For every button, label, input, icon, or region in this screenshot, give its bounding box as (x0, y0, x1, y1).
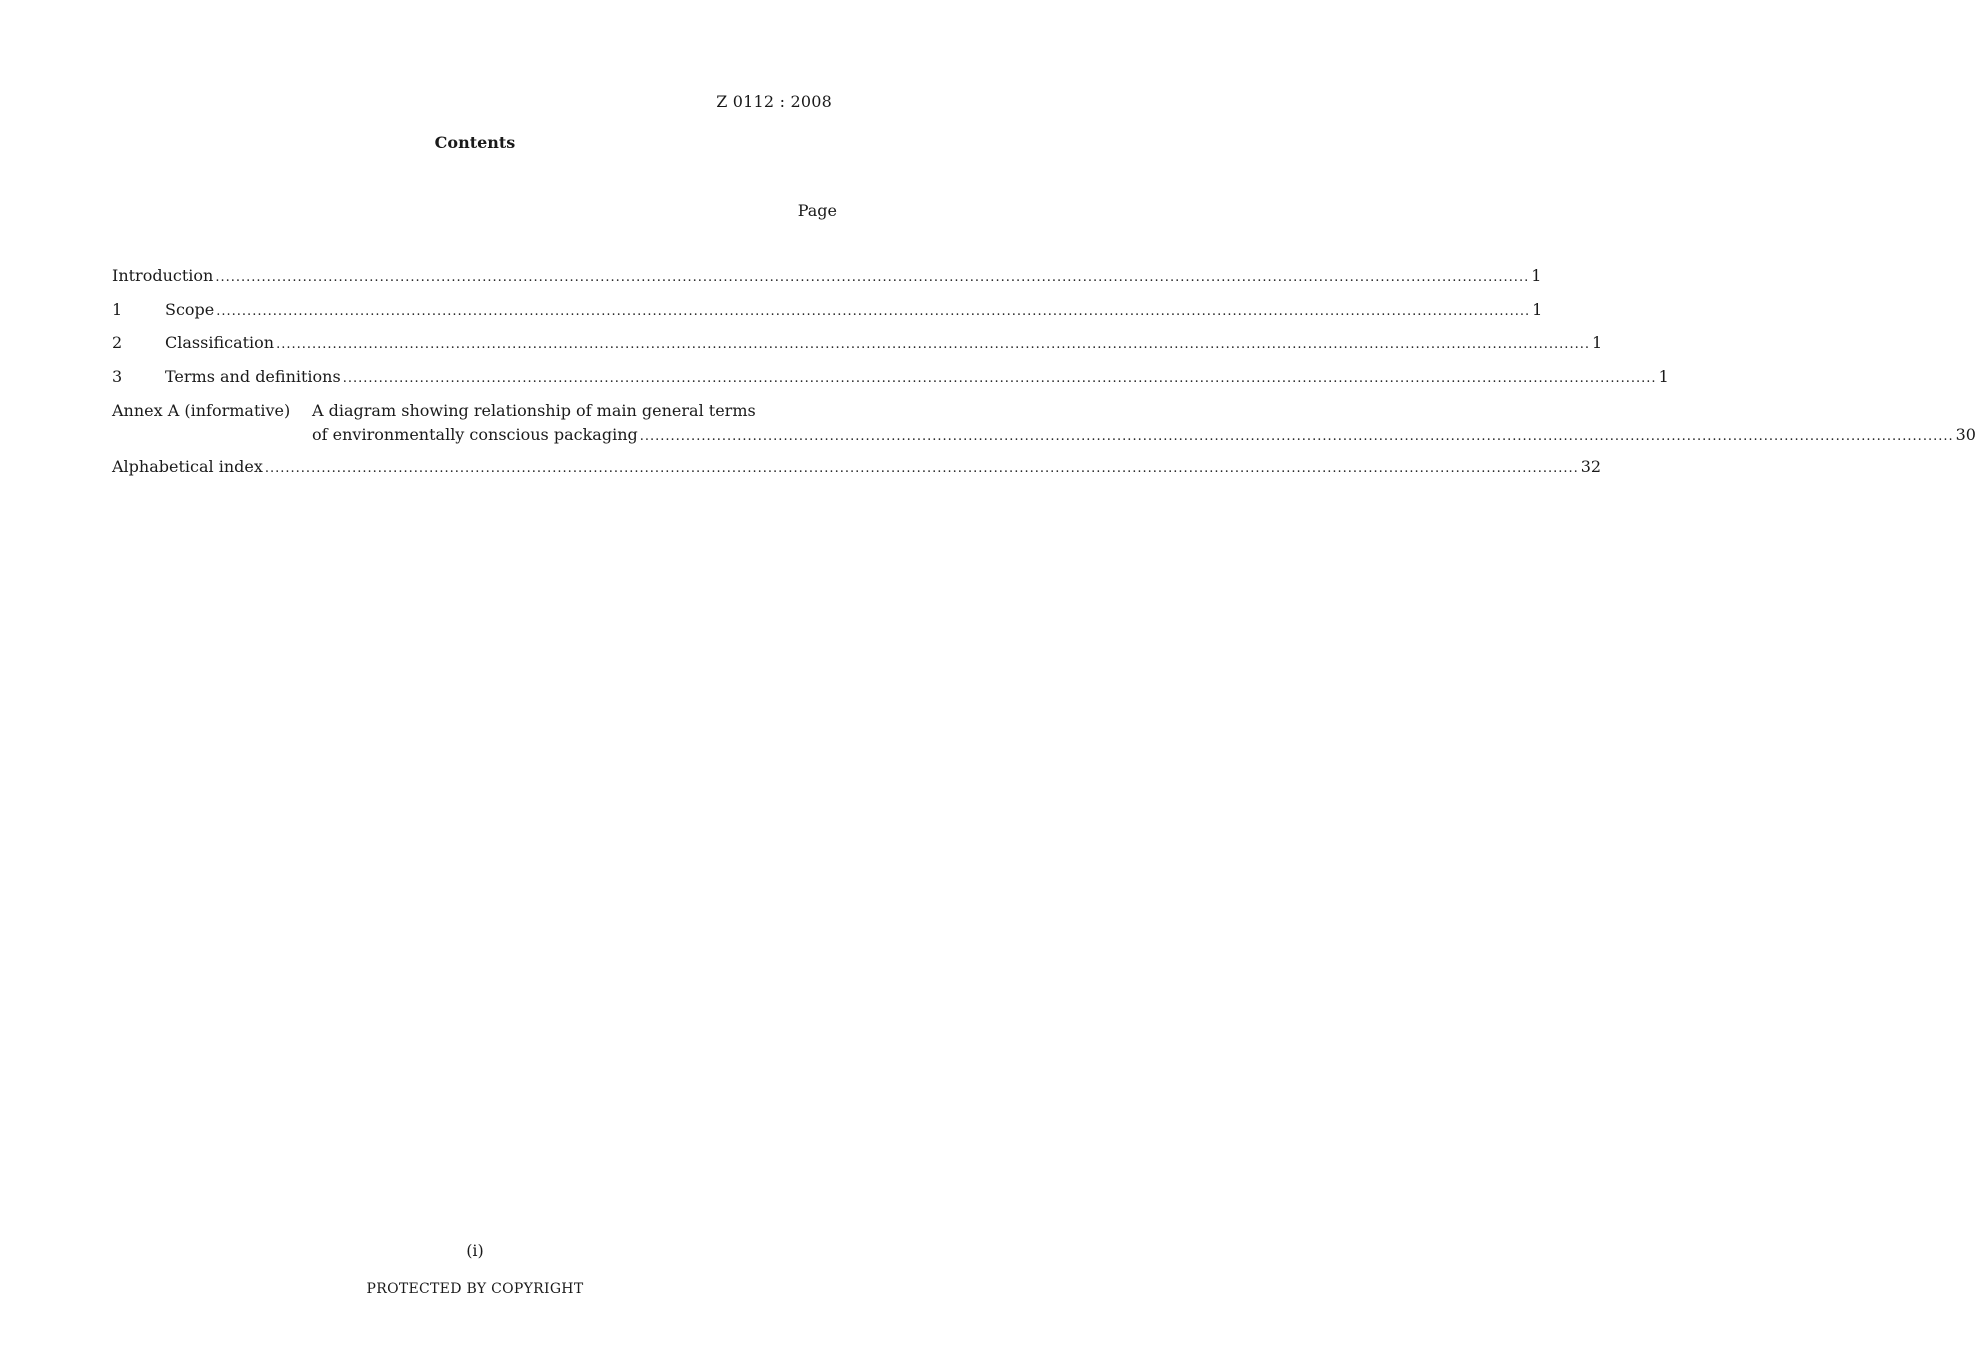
toc-entry-number: 2 (112, 333, 123, 352)
toc-entry-title: Scope (165, 299, 215, 319)
annex-label: Annex A (informative) (112, 401, 291, 420)
page-title: Contents (434, 133, 516, 152)
toc-entry-classification[interactable] (112, 332, 1603, 366)
toc-entry-page: 1 (1531, 266, 1542, 285)
toc-entry-title: Alphabetical index (112, 457, 263, 476)
toc-entry-page: 32 (1580, 457, 1602, 476)
annex-title-line-1: A diagram showing relationship of main general terms (312, 401, 756, 420)
toc-entry-page: 30 (1955, 425, 1976, 444)
toc-entry-title: Classification (165, 333, 275, 352)
dot-leader (215, 267, 1529, 289)
toc-entry-page: 1 (1658, 366, 1669, 386)
standard-number: Z 0112 : 2008 (716, 92, 832, 111)
annex-title-line-2: of environmentally conscious packaging (312, 425, 638, 444)
dot-leader (343, 368, 1657, 390)
page-number: (i) (466, 1241, 484, 1260)
annex-body (312, 399, 1976, 449)
toc-entry-terms-and-definitions[interactable] (112, 366, 1669, 400)
dot-leader (640, 425, 1954, 449)
toc-entry-number: 3 (112, 366, 123, 386)
table-of-contents (112, 265, 1976, 490)
toc-entry-annex-a[interactable] (112, 399, 1976, 456)
toc-entry-title: Terms and definitions (165, 366, 341, 386)
toc-entry-title: Introduction (112, 266, 214, 285)
toc-entry-page: 1 (1532, 299, 1543, 319)
toc-entry-number: 1 (112, 299, 123, 319)
toc-entry-introduction[interactable] (112, 265, 1542, 299)
annex-title-line-2-row (312, 423, 1976, 449)
page-column-label: Page (797, 201, 837, 220)
dot-leader (276, 334, 1590, 356)
dot-leader (265, 458, 1579, 480)
toc-entry-scope[interactable] (112, 299, 1543, 333)
toc-entry-alphabetical-index[interactable] (112, 456, 1602, 490)
dot-leader (216, 301, 1530, 323)
copyright-notice: PROTECTED BY COPYRIGHT (366, 1281, 584, 1297)
toc-entry-page: 1 (1591, 333, 1603, 352)
